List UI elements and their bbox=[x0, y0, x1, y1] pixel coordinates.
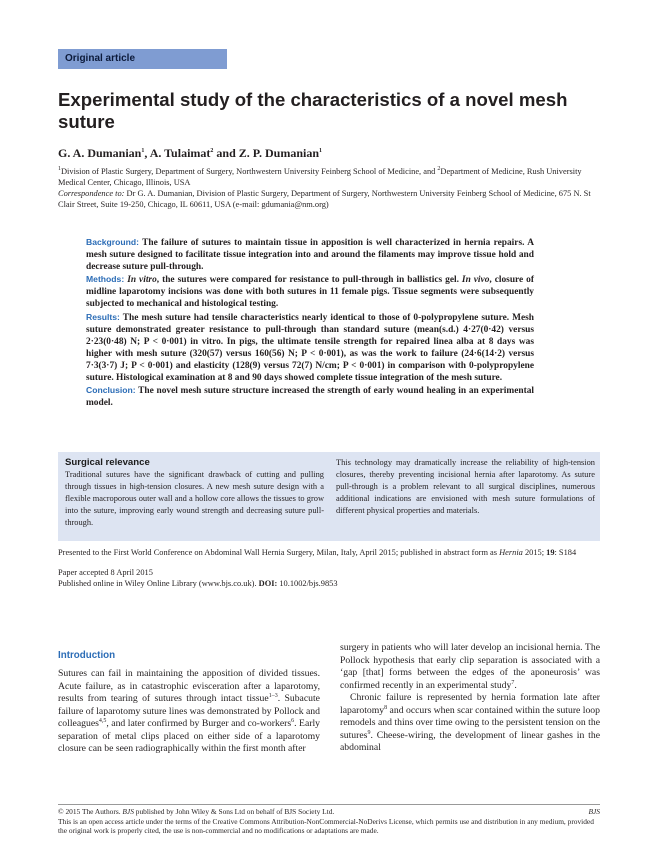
article-title: Experimental study of the characteristics of a novel mesh suture bbox=[58, 89, 568, 132]
body-text: . Subacute failure of laparotomy suture lines was demonstrated by Pollock and colleagues bbox=[58, 693, 320, 729]
copyright-journal: BJS bbox=[122, 807, 134, 816]
abstract-text: , the sutures were compared for resistance to pull-through in ballistics gel. bbox=[156, 275, 462, 286]
author-affiliation-mark: 1 bbox=[141, 148, 145, 154]
license-text: This is an open access article under the terms of the Creative Commons Attribution-NonCommercial-NoDerivs License, which permits use and distribution in any medium, provided the original work is properly cited, the use is non-commercial and no modifications or adaptations are made. bbox=[58, 816, 594, 836]
presented-text: Presented to the First World Conference on Abdominal Wall Hernia Surgery, Milan, Italy, April 2015; published in abstract form as bbox=[58, 548, 500, 557]
presented-text: 2015; bbox=[522, 548, 547, 557]
body-paragraph bbox=[58, 668, 320, 756]
author-name[interactable]: G. A. Dumanian bbox=[58, 146, 142, 160]
citation[interactable]: 8 bbox=[384, 704, 388, 711]
footer-divider bbox=[58, 804, 600, 805]
surgical-relevance-text: Traditional sutures have the significant drawback of cutting and pulling through tissues in high-tension closures. A new mesh suture design with a flexible macroporous outer wall and a hollow core allows the tissues to grow into the suture, improving early wound strength and decreasing suture pull-through. bbox=[65, 470, 324, 528]
abstract-background bbox=[86, 236, 534, 273]
abstract-results bbox=[86, 311, 534, 385]
body-text: and occurs when scar contained within the suture loop remodels and thins over time owing to the persistent tension on the sutures bbox=[340, 704, 600, 741]
body-text: Chronic failure is represented by hernia formation late after laparotomy bbox=[340, 692, 600, 716]
citation[interactable]: 4,5 bbox=[98, 717, 107, 724]
body-text: . bbox=[514, 679, 517, 691]
abstract-text: The mesh suture had tensile characteristics nearly identical to those of 0-polypropylene suture. Mesh suture demonstrated greater resistance to pull-through than standard suture (mean(s.d.) 4·27(0·42) versus 2·23(0·48) N; P < 0·001) in vitro. In pigs, the ultimate tensile strength for repaired linea alba at 8 days was higher with mesh suture (320(57) versus 160(56) N; P < 0·001), as was the work to failure (24·6(14·2) versus 7·3(3·7) J; P < 0·001) and elasticity (128(9) versus 72(7) N/cm; P < 0·001) in comparison with 0-polypropylene suture. Histological examination at 8 and 90 days showed complete tissue integration of the mesh suture. bbox=[86, 312, 534, 384]
affiliation-text: Department of Medicine, Rush University Medical Center, Chicago, Illinois, USA bbox=[58, 167, 582, 187]
abstract-label: Results: bbox=[86, 311, 120, 322]
body-column-left bbox=[58, 668, 320, 756]
presented-volume: 19 bbox=[546, 548, 555, 557]
published-online bbox=[58, 578, 603, 590]
author-list bbox=[58, 146, 322, 161]
author-name[interactable]: Z. P. Dumanian bbox=[238, 146, 319, 160]
abstract-text: The failure of sutures to maintain tissue in apposition is well characterized in hernia repairs. A mesh suture designed to facilitate tissue integration into and around the filaments may improve tissue hold and decrease suture pull-through. bbox=[86, 238, 534, 273]
citation[interactable]: 9 bbox=[367, 729, 371, 736]
author-separator: and bbox=[213, 146, 239, 160]
correspondence-text[interactable]: Dr G. A. Dumanian, Division of Plastic Surgery, Department of Surgery, Northwestern University Feinberg School of Medicine, 675 N. St Clair Street, Suite 19-250, Chicago, IL 60611, USA (e-mail: gdumania@nm.org) bbox=[58, 189, 591, 209]
body-paragraph bbox=[340, 642, 600, 692]
introduction-heading: Introduction bbox=[58, 650, 116, 661]
surgical-relevance-heading: Surgical relevance bbox=[65, 457, 150, 468]
citation[interactable]: 6 bbox=[291, 717, 295, 724]
body-text: Sutures can fail in maintaining the apposition of divided tissues. Acute failure, as in catastrophic evisceration after a laparotomy, results from tearing of sutures through intact tissue bbox=[58, 668, 320, 704]
presented-note bbox=[58, 547, 603, 559]
author-affiliation-mark: 1 bbox=[319, 148, 322, 154]
body-text: . Early separation of metal clips placed on either side of a laparotomy closure can be seen radiographically within the first month after bbox=[58, 718, 321, 754]
surgical-relevance-column-1 bbox=[65, 456, 324, 529]
body-column-right bbox=[340, 642, 600, 755]
author-name[interactable]: A. Tulaimat bbox=[149, 146, 211, 160]
affiliation-number: 1 bbox=[58, 166, 61, 173]
abstract-methods bbox=[86, 273, 534, 310]
correspondence-label: Correspondence to: bbox=[58, 189, 125, 198]
doi-label: DOI: bbox=[258, 579, 278, 589]
surgical-relevance-column-2 bbox=[336, 457, 595, 517]
body-text: . Cheese-wiring, the development of linear gashes in the abdominal bbox=[340, 729, 600, 753]
copyright-text: published by John Wiley & Sons Ltd on behalf of BJS Society Ltd. bbox=[133, 807, 335, 816]
page-footer bbox=[58, 807, 600, 836]
surgical-relevance-text: This technology may dramatically increase the reliability of high-tension closures, thereby preventing incisional hernia after laparotomy. As suture pull-through is a problem relevant to all surgical disciplines, numerous additional indications are envisioned with mesh suture formulations of different physical properties and materials. bbox=[336, 458, 595, 516]
abstract-label: Conclusion: bbox=[86, 385, 136, 396]
affiliation-text: Division of Plastic Surgery, Department of Surgery, Northwestern University Feinberg School of Medicine, and bbox=[61, 167, 438, 176]
affiliation-number: 2 bbox=[437, 166, 441, 173]
presented-journal: Hernia bbox=[499, 548, 523, 557]
abstract-label: Methods: bbox=[86, 274, 125, 285]
presented-text: : S184 bbox=[554, 548, 577, 557]
citation[interactable]: 7 bbox=[511, 679, 515, 686]
published-online-text: Published online in Wiley Online Library (www.bjs.co.uk). bbox=[58, 579, 259, 589]
abstract-conclusion bbox=[86, 384, 534, 409]
article-type-label: Original article bbox=[58, 49, 227, 69]
abstract-text: In vivo bbox=[461, 275, 490, 286]
copyright-text: © 2015 The Authors. bbox=[58, 807, 123, 816]
author-separator: , bbox=[144, 146, 150, 160]
publication-info bbox=[58, 547, 603, 590]
abstract-text: In vitro bbox=[124, 275, 157, 286]
body-paragraph bbox=[340, 692, 600, 755]
abstract-text: , closure of midline laparotomy incisions was done with both sutures in 11 female pigs. Tissue segments were subsequently subjected to mechanical and histological testing. bbox=[86, 275, 534, 310]
doi-link[interactable]: 10.1002/bjs.9853 bbox=[277, 579, 338, 589]
author-affiliation-mark: 2 bbox=[210, 148, 214, 154]
abstract bbox=[86, 236, 534, 409]
body-text: , and later confirmed by Burger and co-workers bbox=[106, 718, 292, 729]
abstract-text: The novel mesh suture structure increased the strength of early wound healing in an experimental model. bbox=[86, 386, 534, 409]
accepted-date: Paper accepted 8 April 2015 bbox=[58, 567, 153, 577]
citation[interactable]: 1–3 bbox=[268, 692, 278, 699]
affiliations bbox=[58, 166, 603, 210]
abstract-label: Background: bbox=[86, 237, 139, 247]
journal-name: BJS bbox=[588, 807, 600, 816]
body-text: surgery in patients who will later develop an incisional hernia. The Pollock hypothesis that early clip separation is associated with a ‘gap [that] forms between the edges of the aponeurosis’ was confirmed recently in an experimental study bbox=[340, 642, 600, 691]
